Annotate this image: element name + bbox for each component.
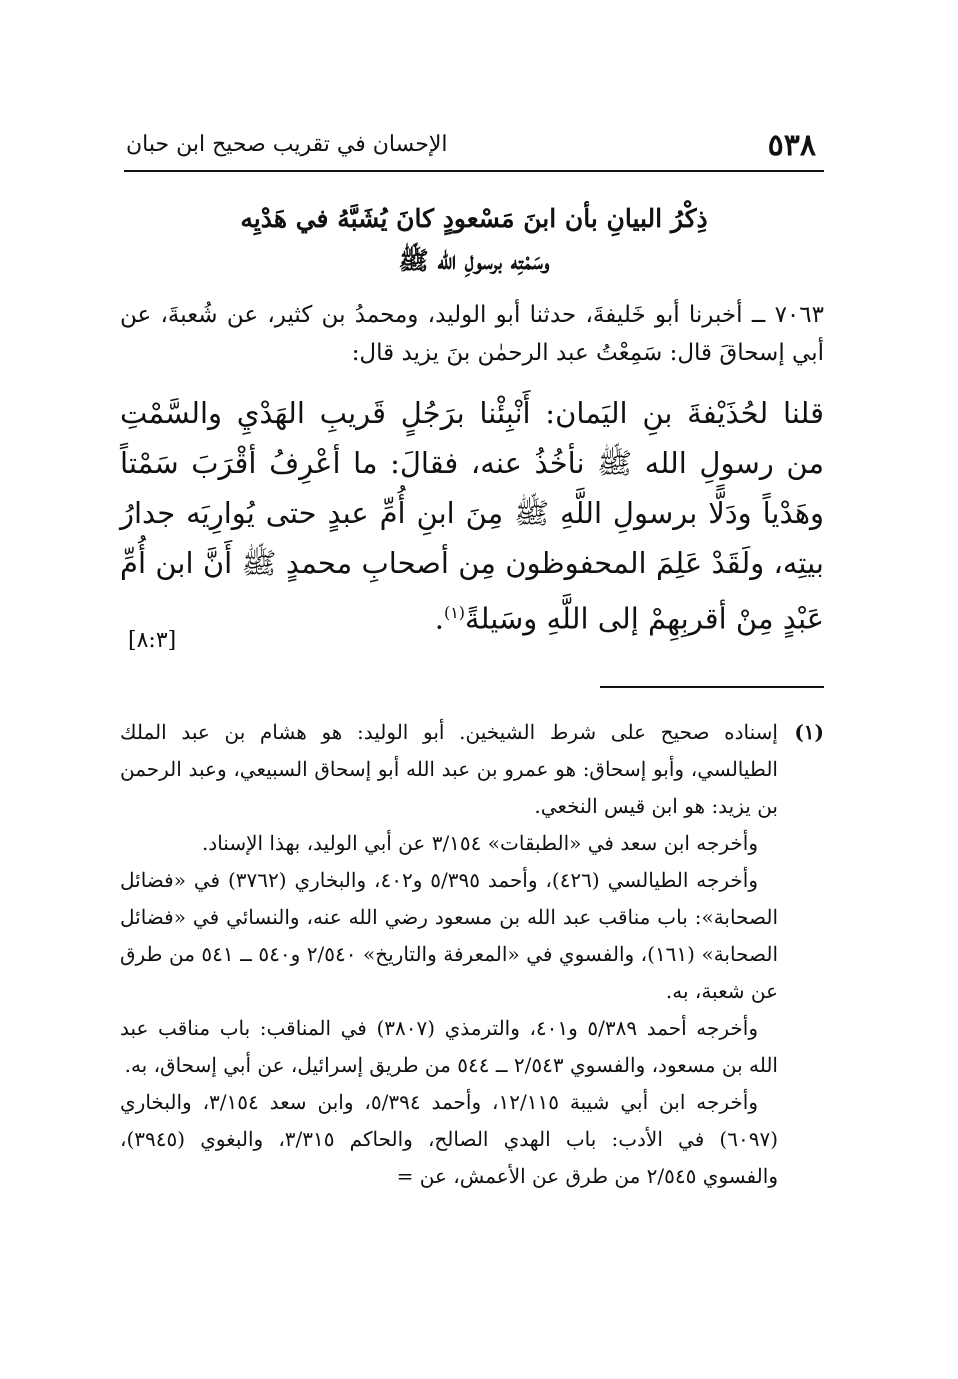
footnote-entry: [120, 714, 824, 825]
hadith-isnad: ٧٠٦٣ ــ أخبرنا أبو خَليفةَ، حدثنا أبو الوليد، ومحمدُ بن كثير، عن شُعبةَ، عن أبي إسحاقَ قال: سَمِعْتُ عبد الرحمٰن بنَ يزيد قال:: [120, 302, 824, 366]
footnote-paragraph: وأخرجه ابن أبي شيبة ١٢/١١٥، وأحمد ٥/٣٩٤، وابن سعد ٣/١٥٤، والبخاري (٦٠٩٧) في الأدب: باب الهدي الصالح، والحاكم ٣/٣١٥، والبغوي (٣٩٤٥)، والفسوي ٢/٥٤٥ من طرق عن الأعمش، عن =: [120, 1090, 779, 1188]
reference-tag: [٨:٣]: [128, 628, 177, 653]
page-header: [124, 122, 824, 172]
footnote-divider: [600, 686, 824, 688]
hadith-matn-text: قلنا لحُذَيْفةَ بنِ اليَمان: أَنْبِئْنا برَجُلٍ قَريبِ الهَدْيِ والسَّمْتِ من رسولِ الله ﷺ نأخُذُ عنه، فقالَ: ما أعْرِفُ أقْرَبَ سَمْتاً وهَدْياً ودَلًّا برسولِ اللَّهِ ﷺ مِنَ ابنِ أُمِّ عبدٍ حتى يُوارِيَه جدارُ بيتِه، ولَقَدْ عَلِمَ المحفوظون مِن أصحابِ محمدٍ ﷺ أَنَّ ابن أُمِّ عَبْدٍ مِنْ أقربِهِمْ إلى اللَّهِ وسَيلةً: [120, 396, 824, 636]
chapter-title-line-2: وسَمْتِه برسولِ الله ﷺ: [398, 246, 550, 275]
footnote-paragraph: وأخرجه ابن سعد في «الطبقات» ٣/١٥٤ عن أبي الوليد، بهذا الإسناد.: [201, 831, 758, 855]
running-title: الإحسان في تقريب صحيح ابن حبان: [126, 132, 448, 157]
footnotes: [120, 714, 824, 1195]
footnote-paragraph: وأخرجه أحمد ٥/٣٨٩ و٤٠١، والترمذي (٣٨٠٧) في المناقب: باب مناقب عبد الله بن مسعود، والفسوي ٢/٥٤٣ ــ ٥٤٤ من طريق إسرائيل، عن أبي إسحاق، به.: [120, 1016, 778, 1077]
footnote-paragraph: وأخرجه الطيالسي (٤٢٦)، وأحمد ٥/٣٩٥ و٤٠٢، والبخاري (٣٧٦٢) في «فضائل الصحابة»: باب مناقب عبد الله بن مسعود رضي الله عنه، والنسائي في «فضائل الصحابة» (١٦١)، والفسوي في «المعرفة والتاريخ» ٢/٥٤٠ و٥٤٠ ــ ٥٤١ من طرق عن شعبة، به.: [120, 868, 778, 1003]
page-number: ٥٣٨: [767, 128, 816, 163]
hadith-matn: [120, 388, 824, 644]
chapter-title-line-1: ذِكْرُ البيانِ بأن ابنَ مَسْعودٍ كانَ يُشَبَّهُ في هَدْيِه: [240, 204, 708, 233]
footnote-paragraph: إسناده صحيح على شرط الشيخين. أبو الوليد: هو هشام بن عبد الملك الطيالسي، وأبو إسحاق: هو عمرو بن عبد الله أبو إسحاق السبيعي، وعبد الرحمن بن يزيد: هو ابن قيس النخعي.: [120, 720, 778, 818]
chapter-title: [124, 198, 824, 282]
hadith-end-mark: .: [434, 601, 444, 636]
hadith-block: [120, 296, 824, 644]
footnote-marker: (١): [794, 720, 824, 744]
footnote-reference[interactable]: (١): [443, 603, 466, 622]
